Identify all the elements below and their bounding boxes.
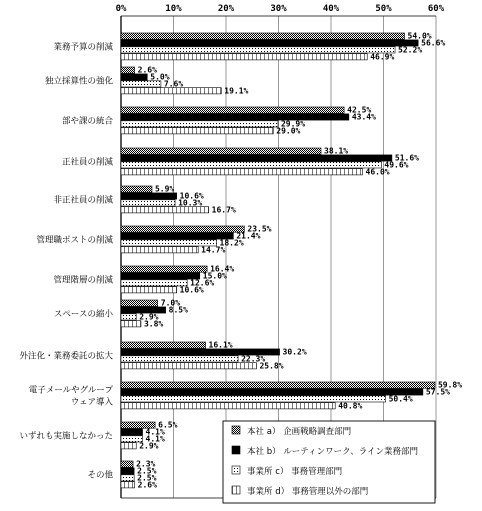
bar — [121, 468, 134, 474]
data-label: 38.1% — [324, 146, 349, 156]
data-label: 57.5% — [425, 387, 450, 397]
bar — [121, 33, 405, 39]
data-label: 12.6% — [190, 278, 215, 288]
bar — [121, 429, 143, 435]
x-tick-label: 10% — [165, 4, 182, 14]
data-label: 22.3% — [241, 354, 266, 364]
bar — [121, 226, 244, 232]
data-label: 30.2% — [282, 347, 307, 357]
data-label: 10.3% — [178, 198, 203, 208]
data-label: 16.4% — [210, 264, 235, 274]
data-label: 59.8% — [437, 380, 463, 390]
bar — [121, 67, 135, 73]
data-label: 2.5% — [137, 466, 157, 476]
bar — [121, 114, 349, 120]
category-label: その他 — [87, 470, 113, 481]
bar — [121, 81, 161, 87]
data-label: 19.1% — [224, 86, 249, 96]
data-label: 23.5% — [247, 224, 272, 234]
bar — [121, 321, 141, 327]
bar — [121, 300, 158, 306]
bar — [121, 403, 335, 409]
bar — [121, 314, 136, 320]
bar — [121, 382, 435, 388]
data-label: 54.0% — [407, 31, 432, 41]
legend-label: 本社 b） ルーティンワーク、ライン業務部門 — [247, 447, 419, 457]
category-label: 正社員の削減 — [61, 157, 113, 168]
bar — [121, 121, 278, 127]
x-tick-label: 40% — [322, 4, 340, 14]
data-label: 2.9% — [139, 441, 159, 451]
data-label: 2.5% — [137, 473, 157, 483]
x-tick-label: 50% — [375, 4, 392, 14]
bar — [121, 443, 136, 449]
data-label: 10.6% — [179, 285, 204, 295]
category-label: スペースの縮小 — [53, 309, 113, 320]
legend-swatch — [232, 446, 240, 454]
data-label: 56.6% — [421, 38, 446, 48]
bar — [121, 363, 256, 369]
data-label: 2.9% — [139, 312, 159, 322]
category-label: いずれも実施しなかった — [19, 431, 113, 442]
data-label: 43.4% — [351, 112, 376, 122]
bar — [121, 88, 221, 94]
data-label: 49.6% — [384, 160, 409, 170]
data-label: 14.7% — [201, 245, 226, 255]
category-label: 独立採算性の強化 — [44, 76, 113, 87]
bar — [121, 162, 381, 168]
x-tick-label: 20% — [217, 4, 235, 14]
data-label: 3.8% — [143, 319, 164, 329]
category-label: 管理職ポストの削減 — [36, 235, 113, 246]
category-label: ウェア導入 — [70, 397, 113, 408]
category-labels — [19, 41, 113, 480]
bar — [121, 148, 321, 154]
legend-label: 事業所 d） 事務管理以外の部門 — [247, 487, 369, 497]
data-label: 5.9% — [154, 184, 175, 194]
bar — [121, 155, 392, 161]
bar — [121, 207, 209, 213]
data-label: 2.6% — [137, 480, 157, 490]
data-label: 29.0% — [276, 126, 301, 136]
data-label: 40.8% — [338, 401, 363, 411]
data-label: 4.1% — [145, 427, 165, 437]
bar — [121, 287, 177, 293]
category-label: 非正社員の削減 — [53, 195, 113, 206]
category-label: 電子メールやグループ — [28, 385, 113, 396]
data-label: 18.2% — [219, 238, 244, 248]
category-label: 管理階層の削減 — [53, 275, 113, 286]
x-tick-label: 30% — [270, 4, 287, 14]
data-label: 8.5% — [168, 305, 188, 315]
data-label: 46.0% — [365, 167, 390, 177]
bar — [121, 342, 206, 348]
legend-swatch — [232, 466, 240, 474]
bar — [121, 389, 423, 395]
bar — [121, 273, 200, 279]
bar — [121, 47, 395, 53]
data-label: 50.4% — [388, 394, 413, 404]
data-label: 2.6% — [137, 65, 157, 75]
data-label: 42.5% — [347, 105, 372, 115]
category-label: 外注化・業務委託の拡大 — [19, 351, 113, 362]
bar — [121, 186, 152, 192]
bar — [121, 128, 273, 134]
bar — [121, 247, 198, 253]
bar — [121, 54, 367, 60]
data-label: 5.0% — [150, 72, 170, 82]
data-label: 46.9% — [370, 52, 395, 62]
data-label: 16.1% — [208, 340, 233, 350]
bar — [121, 40, 418, 46]
data-label: 2.3% — [136, 459, 156, 469]
bar — [121, 193, 177, 199]
data-label: 51.6% — [394, 153, 419, 163]
data-label: 52.2% — [398, 45, 423, 55]
data-label: 21.4% — [236, 231, 261, 241]
bar — [121, 107, 344, 113]
data-label: 7.0% — [160, 298, 181, 308]
data-label: 16.7% — [211, 205, 236, 215]
data-label: 25.8% — [259, 361, 284, 371]
legend-label: 本社 a） 企画戦略調査部門 — [247, 427, 352, 437]
bar — [121, 356, 238, 362]
data-label: 29.9% — [280, 119, 306, 129]
bar — [121, 482, 135, 488]
data-label: 15.0% — [202, 271, 227, 281]
legend — [223, 421, 435, 503]
data-label: 4.1% — [145, 434, 165, 444]
x-tick-label: 60% — [427, 4, 445, 14]
x-tick-label: 0% — [115, 4, 127, 14]
bar — [121, 266, 207, 272]
data-label: 6.5% — [158, 420, 178, 430]
bar — [121, 200, 175, 206]
data-label: 10.6% — [179, 191, 204, 201]
legend-swatch — [232, 486, 240, 494]
data-label: 7.6% — [163, 79, 184, 89]
legend-swatch — [232, 426, 240, 434]
x-axis-ticks — [116, 4, 445, 14]
bar — [121, 461, 133, 467]
bar — [121, 169, 363, 175]
category-label: 業務予算の削減 — [53, 42, 113, 53]
bar — [121, 74, 147, 80]
bar — [121, 280, 187, 286]
legend-label: 事業所 c） 事務管理部門 — [247, 467, 343, 477]
category-label: 部や課の統合 — [61, 116, 113, 127]
bar — [121, 475, 134, 481]
bar — [121, 233, 233, 239]
